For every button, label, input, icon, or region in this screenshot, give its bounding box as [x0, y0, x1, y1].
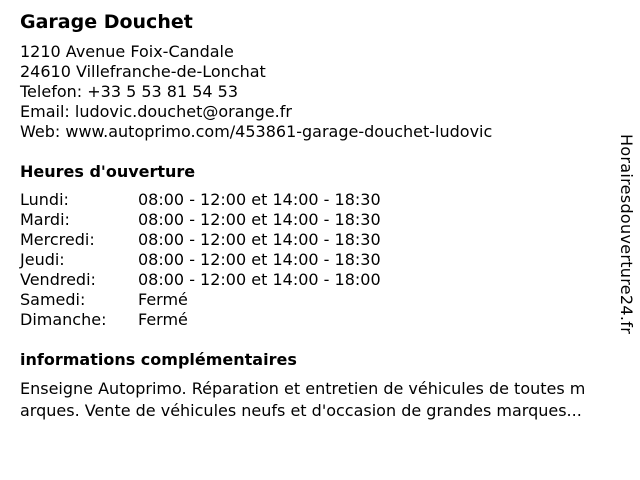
info-line-2: arques. Vente de véhicules neufs et d'occasion de grandes marques...: [20, 401, 582, 420]
day-hours: 08:00 - 12:00 et 14:00 - 18:30: [138, 190, 381, 209]
address-street: 1210 Avenue Foix-Candale: [20, 42, 234, 61]
day-label: Jeudi:: [20, 250, 65, 269]
day-label: Samedi:: [20, 290, 86, 309]
day-hours: 08:00 - 12:00 et 14:00 - 18:00: [138, 270, 381, 289]
hours-row-jeudi: [20, 250, 635, 270]
address-city: 24610 Villefranche-de-Lonchat: [20, 62, 266, 81]
day-label: Lundi:: [20, 190, 69, 209]
hours-row-mercredi: [20, 230, 635, 250]
day-hours: Fermé: [138, 310, 188, 329]
email-line: Email: ludovic.douchet@orange.fr: [20, 102, 292, 121]
hours-row-vendredi: [20, 270, 635, 290]
info-line-1: Enseigne Autoprimo. Réparation et entretien de véhicules de toutes m: [20, 379, 586, 398]
info-title: informations complémentaires: [20, 350, 297, 369]
watermark-text: Horairesdouverture24.fr: [617, 134, 636, 335]
hours-table: [20, 190, 635, 330]
phone-line: Telefon: +33 5 53 81 54 53: [20, 82, 239, 101]
day-label: Mardi:: [20, 210, 70, 229]
day-hours: 08:00 - 12:00 et 14:00 - 18:30: [138, 230, 381, 249]
business-card: [20, 10, 635, 422]
day-label: Vendredi:: [20, 270, 96, 289]
day-hours: 08:00 - 12:00 et 14:00 - 18:30: [138, 210, 381, 229]
business-name: Garage Douchet: [20, 11, 193, 33]
hours-row-dimanche: [20, 310, 635, 330]
hours-row-mardi: [20, 210, 635, 230]
day-hours: 08:00 - 12:00 et 14:00 - 18:30: [138, 250, 381, 269]
day-hours: Fermé: [138, 290, 188, 309]
day-label: Dimanche:: [20, 310, 107, 329]
hours-row-lundi: [20, 190, 635, 210]
day-label: Mercredi:: [20, 230, 95, 249]
hours-title: Heures d'ouverture: [20, 162, 196, 181]
web-line: Web: www.autoprimo.com/453861-garage-douchet-ludovic: [20, 122, 493, 141]
hours-row-samedi: [20, 290, 635, 310]
contact-block: [20, 42, 635, 142]
